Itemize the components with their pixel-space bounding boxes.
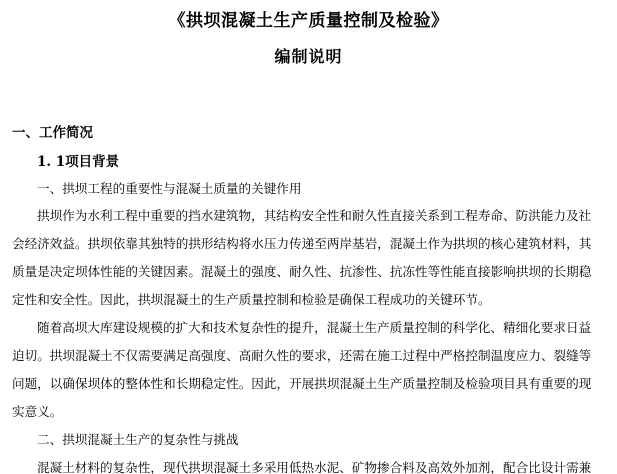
- paragraph-line: 质量是决定坝体性能的关键因素。混凝土的强度、耐久性、抗渗性、抗冻性等性能直接影响拱坝的长期稳: [12, 264, 592, 279]
- part-heading-complexity: 二、拱坝混凝土生产的复杂性与挑战: [37, 432, 239, 447]
- paragraph-line: 实意义。: [12, 404, 63, 419]
- paragraph-line: 迫切。拱坝混凝土不仅需要满足高强度、高耐久性的要求，还需在施工过程中严格控制温度应力、裂缝等: [12, 348, 592, 363]
- document-title: 《拱坝混凝土生产质量控制及检验》: [168, 11, 449, 31]
- section-heading-work-overview: 一、工作简况: [12, 125, 93, 141]
- paragraph-line: 定性和安全性。因此，拱坝混凝土的生产质量控制和检验是确保工程成功的关键环节。: [12, 292, 491, 307]
- paragraph-line: 问题，以确保坝体的整体性和长期稳定性。因此，开展拱坝混凝土生产质量控制及检验项目具有重要的现: [12, 376, 592, 391]
- subsection-heading-project-background: 1. 1项目背景: [37, 154, 120, 170]
- document-subtitle: 编制说明: [274, 47, 343, 66]
- part-heading-importance: 一、拱坝工程的重要性与混凝土质量的关键作用: [37, 181, 302, 196]
- paragraph-line: 拱坝作为水利工程中重要的挡水建筑物，其结构安全性和耐久性直接关系到工程寿命、防洪能力及社: [37, 208, 592, 223]
- paragraph-line: 随着高坝大库建设规模的扩大和技术复杂性的提升，混凝土生产质量控制的科学化、精细化要求日益: [37, 320, 592, 335]
- paragraph-line: 混凝土材料的复杂性，现代拱坝混凝土多采用低热水泥、矿物掺合料及高效外加剂，配合比设计需兼: [37, 460, 592, 474]
- paragraph-line: 会经济效益。拱坝依靠其独特的拱形结构将水压力传递至两岸基岩，混凝土作为拱坝的核心建筑材料，其: [12, 236, 592, 251]
